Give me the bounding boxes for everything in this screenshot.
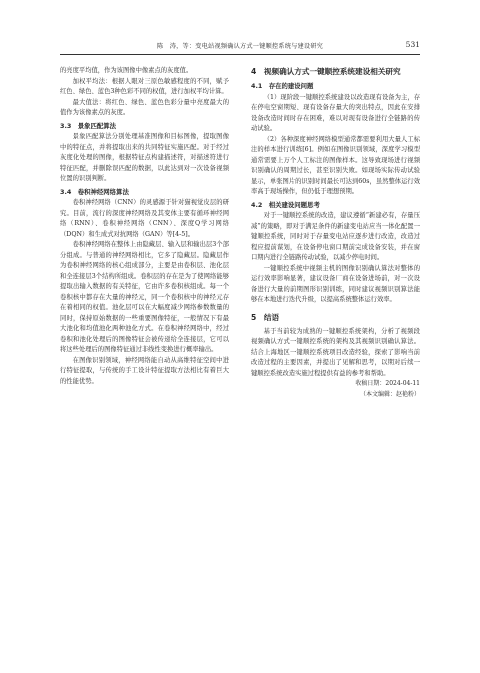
page-header bbox=[60, 40, 420, 55]
paragraph: （1）现阶段一键顺控系统建设以改造现有设备为主，存在停电空窗期短、现有设备存量大的突出特点，因此在安排设备改造时间时存在困难，难以对现有设备进行全链路的传动试验。 bbox=[251, 93, 420, 132]
received-date: 收稿日期：2024-04-11 bbox=[355, 380, 420, 387]
running-title: 陈 涛，等：变电站视频确认方式一键顺控系统与建设研究 bbox=[156, 43, 324, 50]
section-heading-4: 4 视频确认方式一键顺控系统建设相关研究 bbox=[251, 67, 401, 76]
paragraph: 加权平均法：根据人眼对三原色敏感程度的不同，赋予红色、绿色、蓝色3种色彩不同的权值，进行加权平均计算。 bbox=[60, 77, 229, 95]
paragraph: 在图像识别领域，神经网络能自动从高维特征空间中进行特征提取，与传统的手工设计特征提取方法相比有着巨大的性能优势。 bbox=[60, 356, 229, 385]
section-heading-4-2: 4.2 相关建设问题思考 bbox=[251, 200, 320, 209]
paragraph: 一键顺控系统中视频主机的图像识别确认算法对整体的运行效率影响显著，建议设备厂商在设备进场前，对一次设备进行大量的前期图形识别训练，同时建议视频识别算法能够在本地进行迭代升级，以提高系统整体运行效率。 bbox=[251, 264, 420, 303]
page-number: 531 bbox=[405, 40, 420, 49]
paragraph: 卷积神经网络（CNN）的灵感源于针对猫视觉皮层的研究。目前，流行的深度神经网络及其变体主要有循环神经网络（RNN）、卷积神经网络（CNN）、深度Q学习网络（DQN）和生成式对抗网络（GAN）等[4-5]。 bbox=[60, 199, 229, 238]
paragraph: 最大值法：将红色、绿色、蓝色色彩分量中亮度最大的值作为该像素点的灰度。 bbox=[60, 98, 229, 116]
section-heading-4-1: 4.1 存在的建设问题 bbox=[251, 82, 314, 90]
paragraph: 的亮度平均值，作为该图像中像素点的灰度值。 bbox=[60, 67, 193, 74]
left-column bbox=[60, 66, 229, 387]
right-column bbox=[251, 66, 420, 400]
paragraph: （2）各种深度神经网络模型通常都需要利用大量人工标注的样本进行训练[6]。例如在图像识别领域，深度学习模型通常需要上万个人工标注的图像样本。这导致现场进行视频识别确认的周期过长，甚至识别失败。如现场实际传动试验显示，单张图片的识别时间最长可达到60s，虽然整体运行效率高于现场操作，但仍低于理想预期。 bbox=[251, 135, 420, 195]
paragraph: 对于一键顺控系统的改造，建议遵循“新建必有，存量压减”的策略，即对于满足条件的新建变电站应当一体化配置一键顺控系统，同时对于存量变电站应逐步进行改造，改造过程应提前谋划，在设备停电窗口期前完成设备安装，并在窗口期内进行全链路传动试验，以减少停电时间。 bbox=[251, 212, 420, 261]
paragraph: 基于当前较为成熟的一键顺控系统架构，分析了视频段视频确认方式一键顺控系统的架构及其视频识别确认算法。结合上海地区一键顺控系统项目改造经验，探索了影响当前改造过程的主要因素，并提出了见解和思考，以期对后续一键顺控系统改造实施过程提供有益的参考和帮助。 bbox=[251, 327, 420, 377]
paragraph: 卷积神经网络在整体上由隐藏层、输入层和输出层3个部分组成。与普通的神经网络相比，它多了隐藏层。隐藏层作为卷积神经网络的核心组成部分，主要是由卷积层、池化层和全连接层3个结构所组成。卷积层的存在是为了使网络能够提取出输入数据的有关特征，它由许多卷积核组成。每一个卷积核中都存在大量的神经元，同一个卷积核中的神经元存在着相同的权值。池化层可以在大幅度减少网络参数数量的同时，保持原始数据的一些重要图像特征，一般情况下有最大池化和均值池化两种池化方式。在卷积神经网络中，经过卷积和池化处理后的图像特征会被传递给全连接层，它可以将这些处理后的图像特征通过非线性变换进行概率输出。 bbox=[60, 241, 229, 353]
editor-note: （本文编辑：赵艳粉） bbox=[359, 390, 420, 398]
paragraph: 景象匹配算法分别处理基准图像和目标图像，提取图像中的特征点，并将提取出来的共同特征实施匹配。对于经过灰度化处理的图像，根据特征点构建描述符，对描述符进行特征匹配，并删除误匹配的数据，以此达到对一次设备视频位置的识别判断。 bbox=[60, 133, 229, 182]
section-heading-3-3: 3.3 景象匹配算法 bbox=[60, 121, 117, 130]
section-heading-3-4: 3.4 卷积神经网络算法 bbox=[60, 187, 129, 196]
section-heading-5: 5 结语 bbox=[251, 312, 280, 322]
